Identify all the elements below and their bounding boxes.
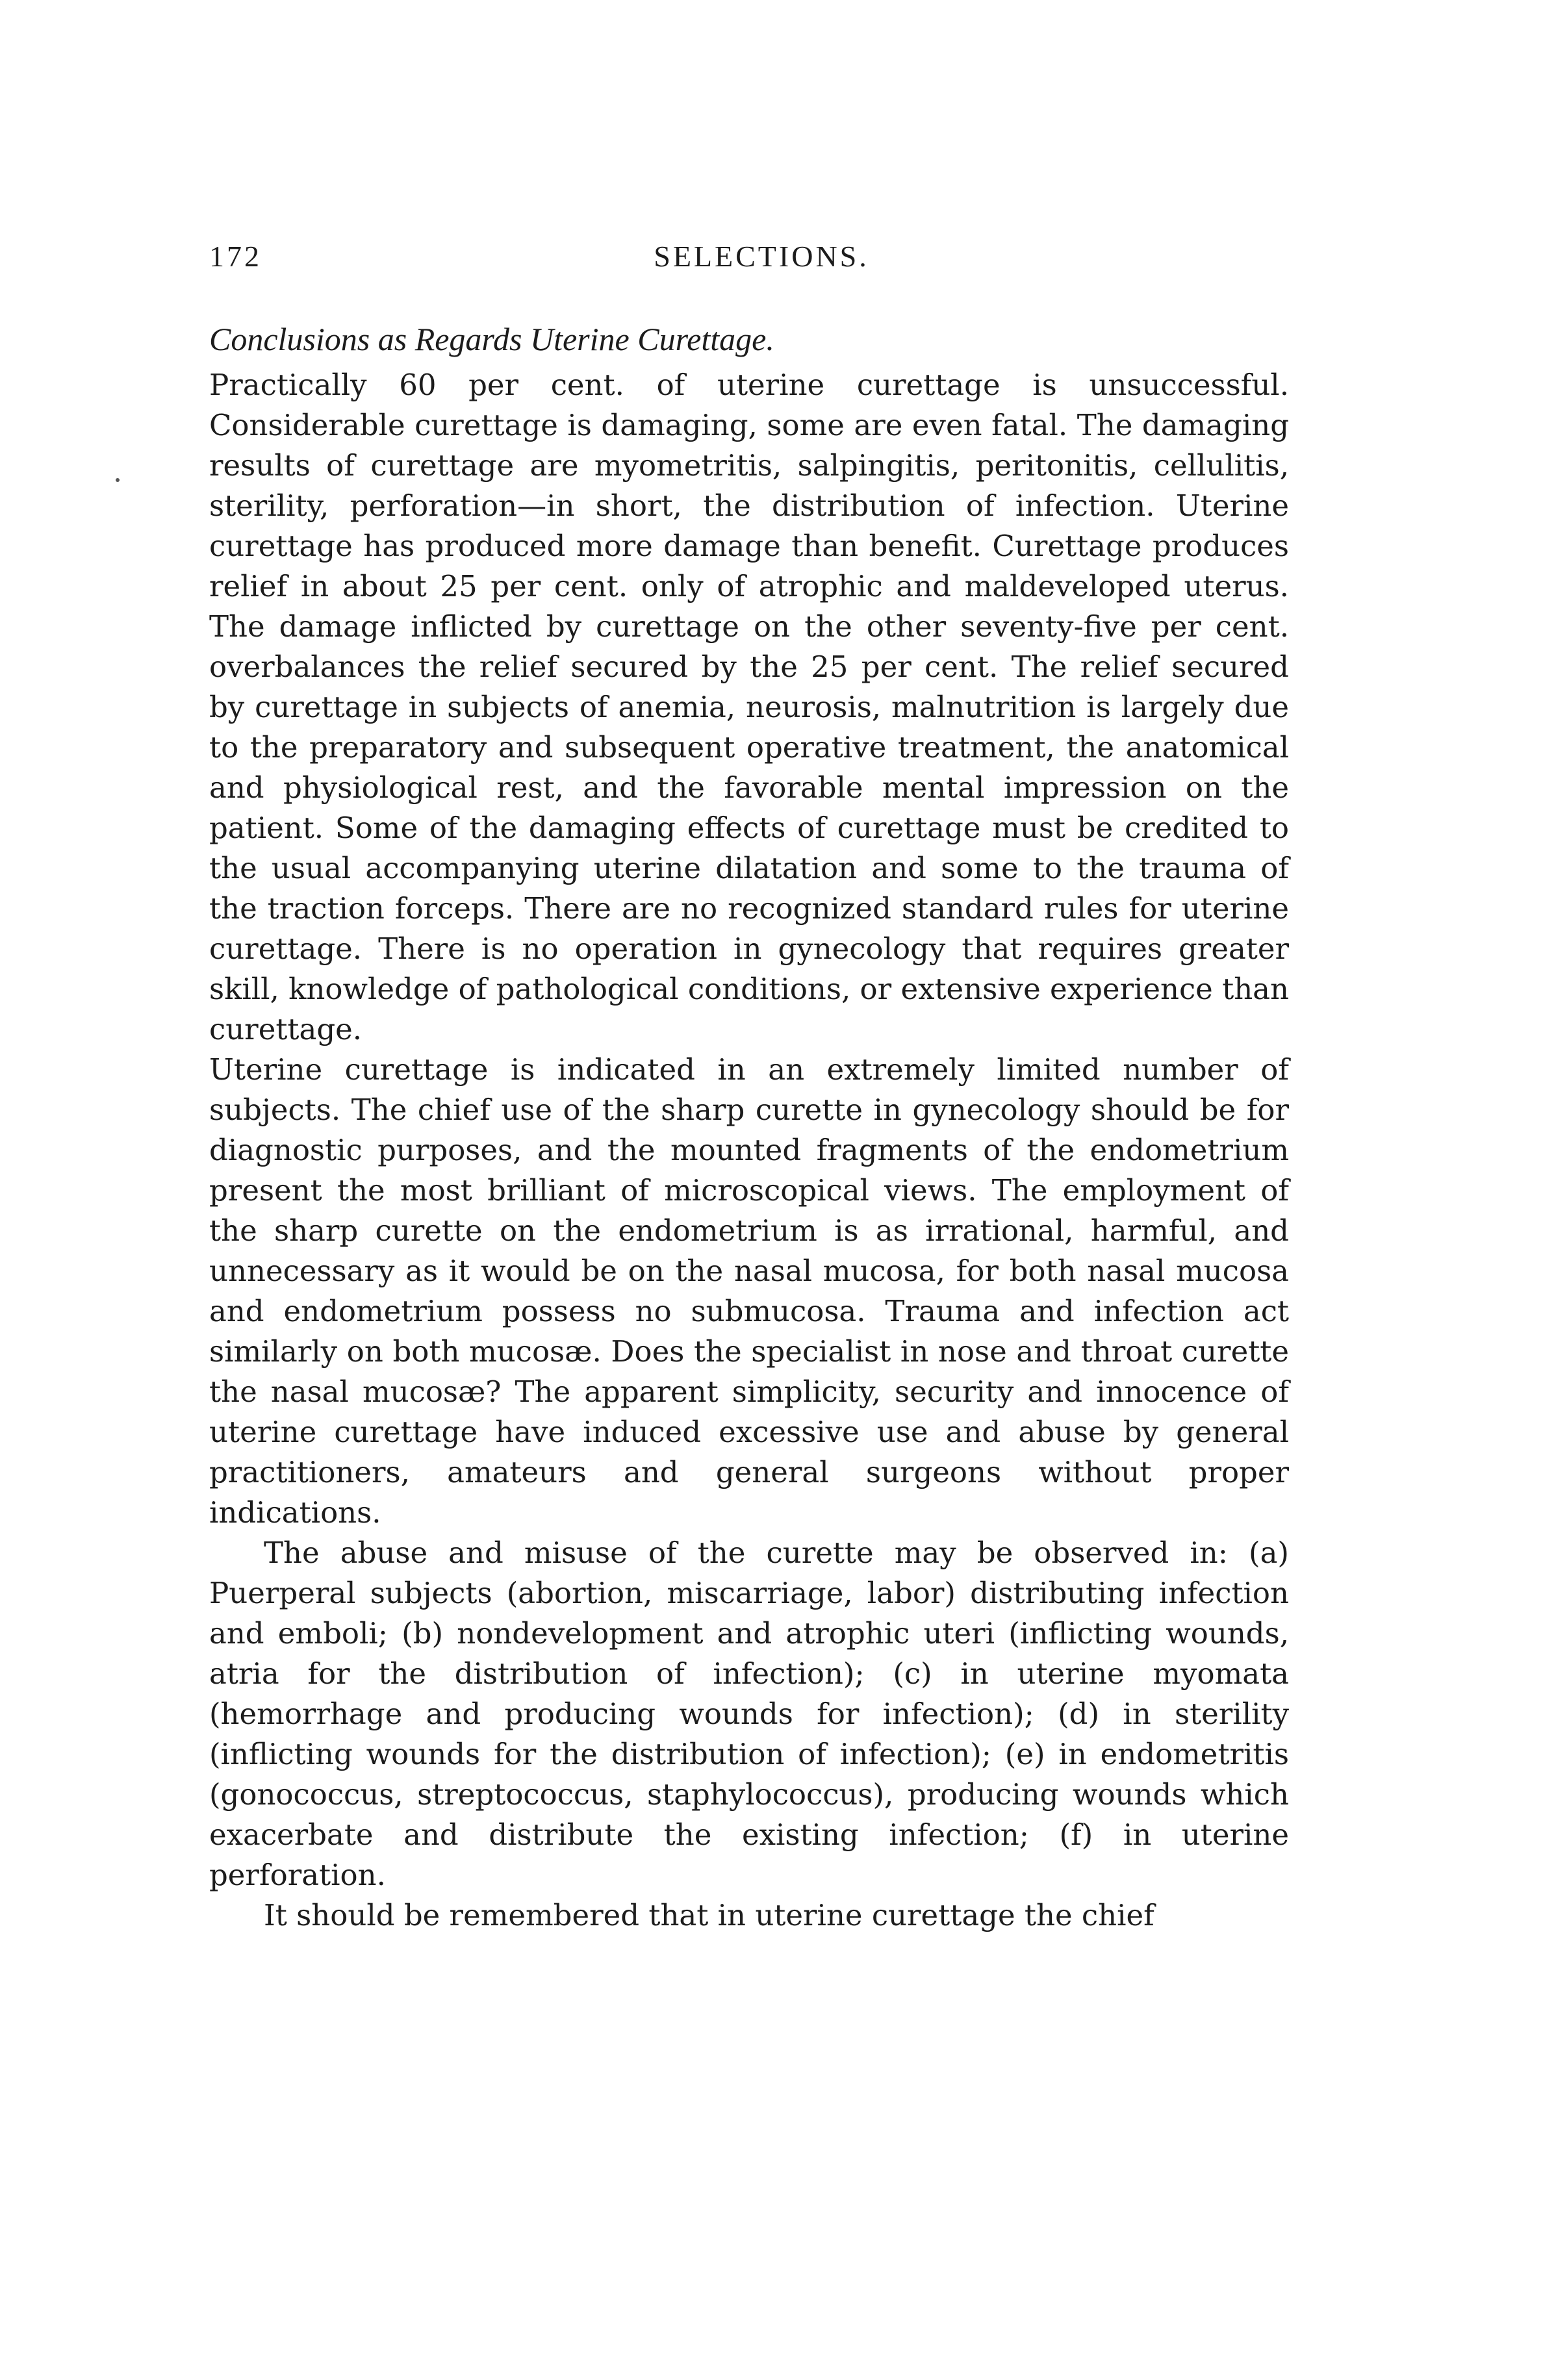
stray-ink-mark [116, 478, 120, 482]
section-heading: Conclusions as Regards Uterine Curettage. [209, 321, 774, 357]
body-text [209, 365, 1289, 1936]
paragraph-4: It should be remembered that in uterine curettage the chief [264, 1898, 1154, 1932]
running-head [209, 239, 1314, 278]
paragraph-1: Practically 60 per cent. of uterine curettage is unsuccessful. Considerable curettage is damaging, some are even fatal. The damaging results of curettage are myometritis, salpingitis, peritonitis, cellulitis, sterility, perforation—in short, the distribution of infection. Uterine curettage has produced more damage than benefit. Curettage produces relief in about 25 per cent. only of atrophic and maldeveloped uterus. The damage inflicted by curettage on the other seventy-five per cent. overbalances the relief secured by the 25 per cent. The relief secured by curettage in subjects of anemia, neurosis, malnutrition is largely due to the preparatory and subsequent operative treatment, the anatomical and physiological rest, and the favorable mental impression on the patient. Some of the damaging effects of curettage must be credited to the usual accompanying uterine dilatation and some to the trauma of the traction forceps. There are no recognized standard rules for uterine curettage. There is no operation in gynecology that requires greater skill, knowledge of pathological conditions, or extensive experience than curettage. [209, 368, 1289, 1046]
page-number: 172 [209, 240, 262, 273]
running-title: SELECTIONS. [654, 240, 869, 273]
paragraph-2: Uterine curettage is indicated in an extremely limited number of subjects. The chief use of the sharp curette in gynecology should be for diagnostic purposes, and the mounted fragments of the endometrium present the most brilliant of microscopical views. The employment of the sharp curette on the endometrium is as irrational, harmful, and unnecessary as it would be on the nasal mucosa, for both nasal mucosa and endometrium possess no submucosa. Trauma and infection act similarly on both mucosæ. Does the specialist in nose and throat curette the nasal mucosæ? The apparent simplicity, security and innocence of uterine curettage have induced excessive use and abuse by general practitioners, amateurs and general surgeons without proper indications. [209, 1052, 1289, 1530]
paragraph-3: The abuse and misuse of the curette may be observed in: (a) Puerperal subjects (abortion, miscarriage, labor) distributing infection and emboli; (b) nondevelopment and atrophic uteri (inflicting wounds, atria for the distribution of infection); (c) in uterine myomata (hemorrhage and producing wounds for infection); (d) in sterility (inflicting wounds for the distribution of infection); (e) in endometritis (gonococcus, streptococcus, staphylococcus), producing wounds which exacerbate and distribute the existing infection; (f) in uterine perforation. [209, 1536, 1289, 1892]
